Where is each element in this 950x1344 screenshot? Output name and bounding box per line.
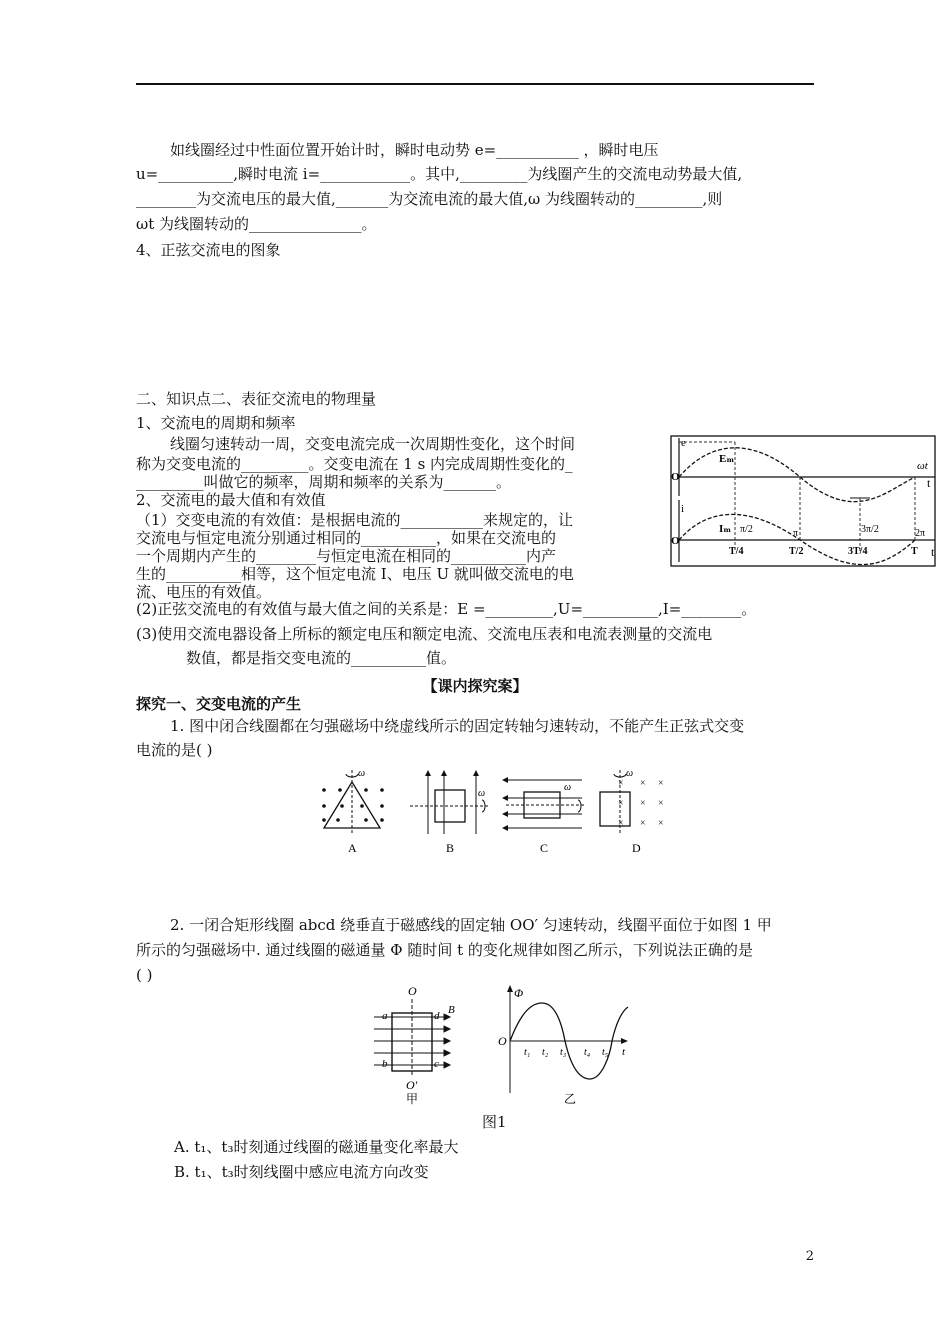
svg-text:Φ: Φ (514, 986, 524, 1000)
svg-text:t₁: t₁ (524, 1047, 531, 1058)
svg-text:C: C (540, 841, 549, 855)
figure-yi (498, 985, 628, 1106)
origin-bottom: O (671, 535, 680, 547)
label-wt: ωt (917, 460, 928, 472)
case-heading: 【课内探究案】 (422, 677, 528, 695)
svg-text:B: B (448, 1004, 455, 1016)
svg-text:×: × (618, 778, 624, 789)
question-1-line-b: 电流的是( ) (136, 741, 213, 759)
sub-1-line-c: _________叫做它的频率，周期和频率的关系为_______。 (136, 473, 512, 491)
page-number: 2 (805, 1249, 814, 1264)
svg-text:ω: ω (626, 768, 634, 779)
para-3: ________为交流电压的最大值,_______为交流电流的最大值,ω 为线圈转动的_________,则 (136, 190, 723, 208)
label-3pi2: 3π/2 (861, 524, 879, 535)
svg-text:×: × (640, 818, 646, 829)
sub-1-line-b: 称为交变电流的_________。交变电流在 1 s 内完成周期性变化的_ (136, 455, 573, 473)
question-1-line-a: 1. 图中闭合线圈都在匀强磁场中绕虚线所示的固定转轴匀速转动，不能产生正弦式交变 (170, 717, 745, 735)
sub-1: 1、交流电的周期和频率 (136, 414, 296, 432)
coil-figures (310, 762, 690, 860)
svg-text:A: A (348, 841, 357, 855)
svg-text:t₃: t₃ (560, 1047, 567, 1058)
heading-4: 4、正弦交流电的图象 (136, 241, 281, 259)
label-im: Iₘ (719, 523, 732, 535)
svg-text:t₂: t₂ (542, 1047, 549, 1058)
figure-b (410, 770, 490, 855)
svg-text:t₄: t₄ (584, 1047, 591, 1058)
label-pi: π (793, 528, 799, 539)
label-T: T (911, 546, 918, 557)
sub-2-line-e: 流、电压的有效值。 (136, 583, 272, 601)
label-t2: T/2 (789, 546, 804, 557)
svg-text:×: × (640, 778, 646, 789)
explore-1-heading: 探究一、交变电流的产生 (136, 695, 302, 713)
figure-c (502, 777, 586, 855)
header-rule (136, 83, 814, 85)
figure-1 (360, 985, 650, 1107)
axis-e: e (681, 437, 686, 449)
svg-text:d: d (434, 1010, 440, 1022)
para-4: ωt 为线圈转动的_______________。 (136, 215, 377, 233)
origin-top: O (671, 471, 680, 483)
svg-text:t: t (622, 1046, 626, 1058)
option-b: B. t₁、t₃时刻线圈中感应电流方向改变 (174, 1163, 429, 1181)
para-2: u=__________,瞬时电流 i=____________。其中,_________为线圈产生的交流电动势最大值, (136, 165, 743, 183)
svg-text:×: × (658, 778, 664, 789)
sub-3-line-a: (3)使用交流电器设备上所标的额定电压和额定电流、交流电压表和电流表测量的交流电 (136, 625, 713, 643)
svg-text:乙: 乙 (564, 1092, 577, 1106)
figure-a (322, 768, 384, 855)
svg-text:×: × (658, 818, 664, 829)
sub-2: 2、交流电的最大值和有效值 (136, 491, 326, 509)
label-3t4: 3T/4 (848, 546, 868, 557)
svg-text:×: × (640, 798, 646, 809)
svg-text:D: D (632, 841, 641, 855)
section-2-title: 二、知识点二、表征交流电的物理量 (136, 390, 377, 408)
sub-2-relation: (2)正弦交流电的有效值与最大值之间的关系是：E =_________,U=__________,I=________。 (136, 600, 757, 618)
label-em: Eₘ (719, 453, 735, 465)
figure-jia (374, 985, 455, 1106)
sub-2-line-c: 一个周期内产生的________与恒定电流在相同的__________内产 (136, 547, 557, 565)
label-t-top: t (927, 476, 931, 490)
svg-text:ω: ω (478, 788, 486, 799)
svg-text:b: b (382, 1058, 388, 1070)
svg-text:O′: O′ (406, 1078, 418, 1092)
svg-text:×: × (618, 818, 624, 829)
axis-i: i (681, 503, 685, 515)
svg-text:O: O (408, 985, 417, 998)
svg-text:c: c (434, 1058, 439, 1070)
label-pi2: π/2 (740, 524, 753, 535)
sub-2-line-a: （1）交变电流的有效值：是根据电流的___________来规定的，让 (136, 511, 574, 529)
sub-2-line-d: 生的__________相等，这个恒定电流 I、电压 U 就叫做交流电的电 (136, 565, 574, 583)
svg-text:×: × (658, 798, 664, 809)
svg-text:甲: 甲 (406, 1092, 419, 1106)
sub-2-line-b: 交流电与恒定电流分别通过相同的__________，如果在交流电的 (136, 529, 557, 547)
svg-text:O: O (498, 1034, 507, 1048)
sub-3-line-b: 数值，都是指交变电流的__________值。 (186, 649, 457, 667)
svg-text:t₅: t₅ (602, 1047, 609, 1058)
question-2-line-c: ( ) (136, 966, 153, 984)
svg-text:×: × (618, 798, 624, 809)
para-1: 如线圈经过中性面位置开始计时，瞬时电动势 e=___________ ，瞬时电压 (170, 141, 659, 159)
svg-text:a: a (382, 1010, 388, 1022)
sub-1-line-a: 线圈匀速转动一周，交变电流完成一次周期性变化，这个时间 (170, 435, 576, 453)
label-t4: T/4 (729, 546, 744, 557)
svg-text:ω: ω (358, 768, 366, 779)
sine-graph (665, 432, 945, 570)
question-2-line-b: 所示的匀强磁场中. 通过线圈的磁通量 Φ 随时间 t 的变化规律如图乙所示，下列说法正确的是 (136, 941, 753, 959)
svg-text:ω: ω (564, 782, 572, 793)
label-t-bottom: t (931, 545, 935, 559)
e-curve (679, 448, 915, 502)
question-2-line-a: 2. 一闭合矩形线圈 abcd 绕垂直于磁感线的固定轴 OO′ 匀速转动，线圈平面位于如图 1 甲 (170, 916, 772, 934)
label-2pi: 2π (915, 528, 926, 539)
figure-d (600, 768, 664, 855)
svg-text:B: B (446, 841, 455, 855)
figure-1-caption: 图1 (482, 1113, 507, 1131)
option-a: A. t₁、t₃时刻通过线圈的磁通量变化率最大 (174, 1138, 459, 1156)
